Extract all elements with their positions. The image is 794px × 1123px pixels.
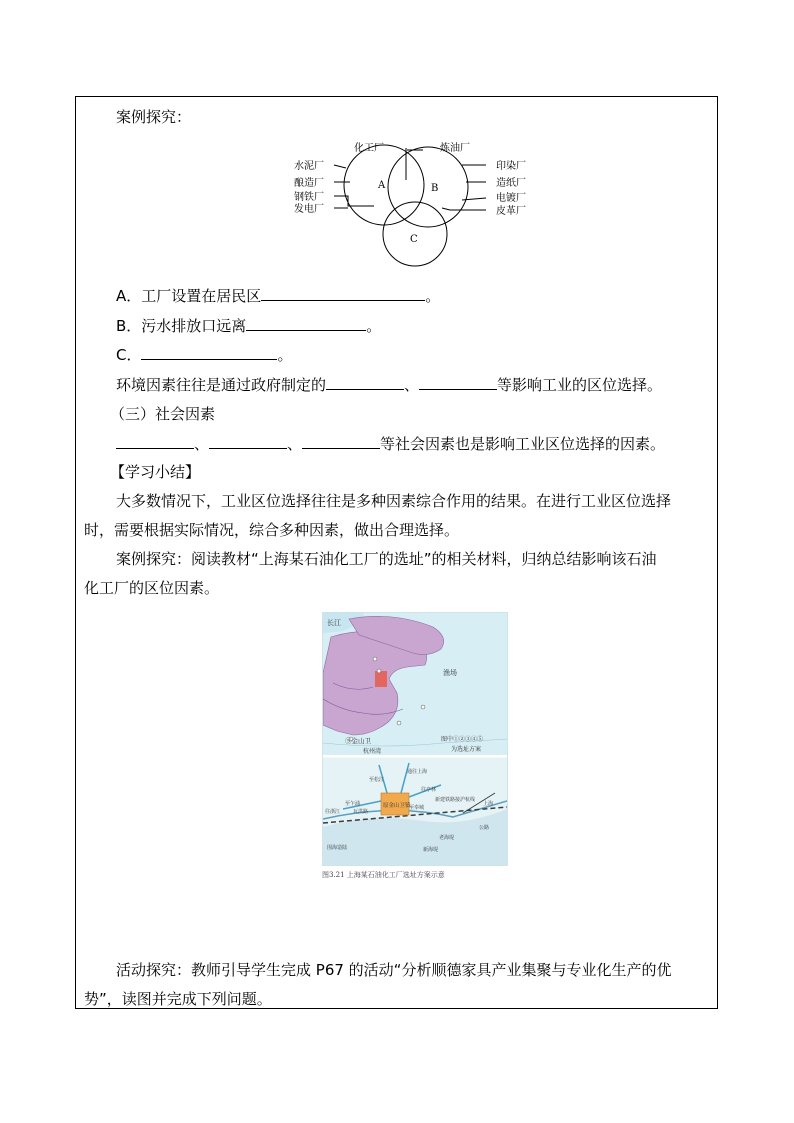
blank-social-1[interactable] — [116, 433, 194, 449]
venn-left-1: 水泥厂 — [294, 161, 324, 172]
venn-right-1: 印染厂 — [496, 161, 526, 172]
environment-line: 环境因素往往是通过政府制定的 、 等影响工业的区位选择。 — [116, 376, 663, 394]
venn-circle-c: C — [410, 234, 418, 245]
blank-env-1[interactable] — [326, 374, 404, 390]
summary-para-1: 大多数情况下，工业区位选择往往是多种因素综合作用的结果。在进行工业区位选择 — [116, 492, 672, 510]
seawall-old-label: 老海堤 — [439, 835, 455, 841]
question-c: C． 。 — [116, 346, 293, 364]
activity-para-2: 势”，读图并完成下列问题。 — [84, 990, 272, 1008]
map-bay-label: 杭州湾 — [363, 748, 382, 755]
venn-left-4: 发电厂 — [294, 204, 324, 215]
shanghai-label: 上海 — [483, 801, 494, 807]
venn-right-4: 皮革厂 — [496, 206, 526, 217]
road-label-6: 至奉城 — [409, 805, 425, 811]
venn-right-3: 电镀厂 — [496, 193, 526, 204]
activity-para-1: 活动探究：教师引导学生完成 P67 的活动“分析顺德家具产业集聚与专业化生产的优 — [116, 961, 672, 979]
rail-label: 新建铁路接沪杭线 — [435, 797, 476, 803]
venn-left-3: 钢铁厂 — [294, 192, 324, 203]
blank-b[interactable] — [246, 315, 366, 331]
case2-para-1: 案例探究：阅读教材“上海某石油化工厂的选址”的相关材料，归纳总结影响该石油 — [116, 550, 657, 568]
road-label-3: 至松江 — [369, 777, 385, 783]
blank-social-3[interactable] — [302, 433, 380, 449]
map-legend-1: 图中①②③④⑤ — [441, 736, 484, 743]
venn-left-2: 酿造厂 — [294, 178, 324, 189]
question-a: A．工厂设置在居民区 。 — [116, 287, 441, 305]
map-site-label: ⑤金山卫 — [345, 737, 371, 745]
venn-top-left: 化工厂 — [354, 143, 384, 154]
road-label-2: 至乍浦 — [345, 801, 361, 807]
blank-c[interactable] — [141, 344, 277, 360]
map-legend-2: 为选址方案 — [451, 746, 482, 753]
venn-circle-b: B — [431, 183, 439, 194]
summary-heading: 【学习小结】 — [110, 463, 201, 481]
blank-env-2[interactable] — [419, 374, 497, 390]
case-intro: 案例探究： — [116, 108, 192, 126]
venn-diagram — [290, 138, 530, 268]
summary-para-2: 时，需要根据实际情况，综合多种因素，做出合理选择。 — [84, 521, 460, 539]
highway-label: 公路 — [479, 825, 490, 831]
map-sea-label: 渔场 — [443, 669, 457, 677]
blank-social-2[interactable] — [209, 433, 287, 449]
question-b: B．污水排放口远离 。 — [116, 317, 382, 335]
social-line: 、 、 等社会因素也是影响工业区位选择的因素。 — [116, 433, 665, 454]
road-label-4: 通往上海 — [407, 769, 428, 775]
road-label-1: 往浙江 — [325, 809, 341, 815]
case2-para-2: 化工厂的区位因素。 — [84, 579, 220, 597]
blank-a[interactable] — [261, 285, 425, 301]
road-label-5: 往亭林 — [421, 787, 437, 793]
venn-circle-a: A — [378, 180, 386, 191]
plant-label: 原金山卫镇 — [383, 803, 411, 809]
venn-top-right: 炼油厂 — [440, 143, 470, 154]
map-river-label: 长江 — [327, 619, 341, 627]
shoal-label: 围海造陆 — [327, 845, 348, 851]
seawall-new-label: 新海堤 — [423, 847, 439, 853]
road-label-7: 瓦洪路 — [353, 809, 369, 815]
site-selection-map — [322, 612, 508, 866]
venn-right-2: 造纸厂 — [496, 178, 526, 189]
social-heading: （三）社会因素 — [110, 405, 216, 423]
map-caption: 图3.21 上海某石油化工厂选址方案示意 — [322, 871, 445, 879]
